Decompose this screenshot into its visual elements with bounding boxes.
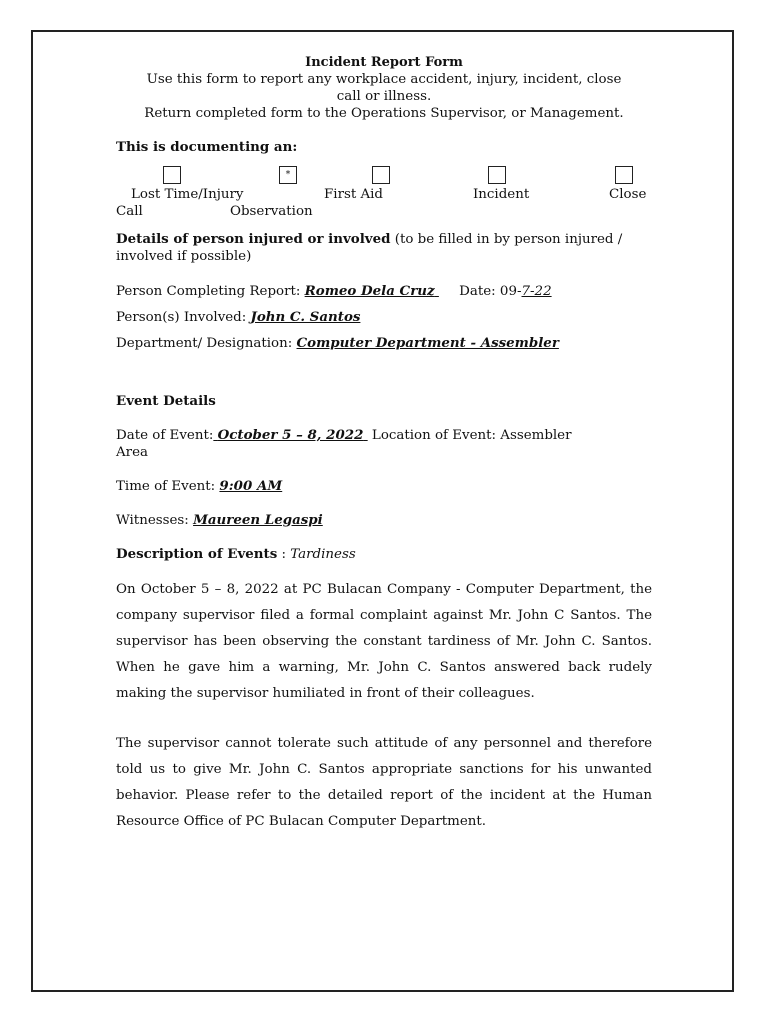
- label-close: Close: [609, 187, 647, 202]
- event-date-value: October 5 – 8, 2022: [217, 427, 364, 443]
- form-title: Incident Report Form: [305, 55, 463, 70]
- label-call: Call: [116, 204, 143, 219]
- checkbox-close-call[interactable]: [488, 166, 506, 184]
- checkbox-observation[interactable]: [615, 166, 633, 184]
- label-observation: Observation: [230, 204, 313, 219]
- incident-report-form: [116, 54, 652, 835]
- row-department: [116, 335, 652, 352]
- row-persons-involved: [116, 309, 652, 326]
- checkbox-lost-time[interactable]: [163, 166, 181, 184]
- event-time-label: Time of Event:: [116, 479, 216, 494]
- department-label: Department/ Designation:: [116, 336, 293, 351]
- person-heading: [116, 231, 652, 265]
- person-heading-note: (to be filled in by person injured / involved if possible): [116, 232, 623, 264]
- label-lost-time: Lost Time/Injury: [131, 187, 244, 202]
- witness-label: Witnesses:: [116, 513, 189, 528]
- row-time-of-event: [116, 478, 652, 495]
- date-label: Date: 09-: [459, 284, 522, 299]
- narrative-paragraph-2: The supervisor cannot tolerate such attitude of any personnel and therefore told us to give Mr. John C. Santos appropriate sanctions for his unwanted behavior. Please refer to the detailed report of the incident at the Human Resource Office of PC Bulacan Computer Department.: [116, 736, 652, 829]
- description-separator: :: [277, 547, 291, 562]
- event-location-label: Location of Event: Assembler: [371, 428, 572, 443]
- documenting-labels: [116, 186, 652, 220]
- checkbox-first-aid[interactable]: *: [279, 166, 297, 184]
- completing-value: Romeo Dela Cruz: [304, 283, 435, 299]
- event-date-label: Date of Event:: [116, 428, 214, 443]
- involved-value: John C. Santos: [250, 309, 361, 325]
- person-heading-title: Details of person injured or involved: [116, 231, 391, 247]
- description-value: Tardiness: [290, 547, 356, 562]
- row-witnesses: [116, 512, 652, 529]
- witness-value: Maureen Legaspi: [193, 512, 323, 528]
- completing-label: Person Completing Report:: [116, 284, 301, 299]
- label-incident: Incident: [473, 187, 530, 202]
- narrative-paragraph-1: On October 5 – 8, 2022 at PC Bulacan Company - Computer Department, the company supervisor filed a formal complaint against Mr. John C Santos. The supervisor has been observing the constant tardiness of Mr. John C. Santos. When he gave him a warning, Mr. John C. Santos answered back rudely making the supervisor humiliated in front of their colleagues.: [116, 582, 652, 701]
- documenting-heading: This is documenting an:: [116, 139, 298, 155]
- documenting-checkboxes: [116, 166, 652, 186]
- event-time-value: 9:00 AM: [219, 478, 283, 494]
- department-value: Computer Department - Assembler: [296, 335, 559, 351]
- intro-line-3: Return completed form to the Operations Supervisor, or Management.: [144, 106, 624, 121]
- row-date-of-event: [116, 427, 652, 461]
- intro-line-1: Use this form to report any workplace accident, injury, incident, close: [146, 72, 622, 87]
- description-label: Description of Events: [116, 546, 278, 562]
- intro-line-2: call or illness.: [336, 89, 432, 104]
- event-location-wrap: Area: [116, 445, 148, 460]
- label-first-aid: First Aid: [324, 187, 384, 202]
- event-heading: Event Details: [116, 393, 216, 409]
- checkbox-incident[interactable]: [372, 166, 390, 184]
- date-value: 7-22: [521, 284, 552, 299]
- involved-label: Person(s) Involved:: [116, 310, 247, 325]
- row-person-completing: [116, 283, 652, 300]
- row-description: [116, 546, 652, 563]
